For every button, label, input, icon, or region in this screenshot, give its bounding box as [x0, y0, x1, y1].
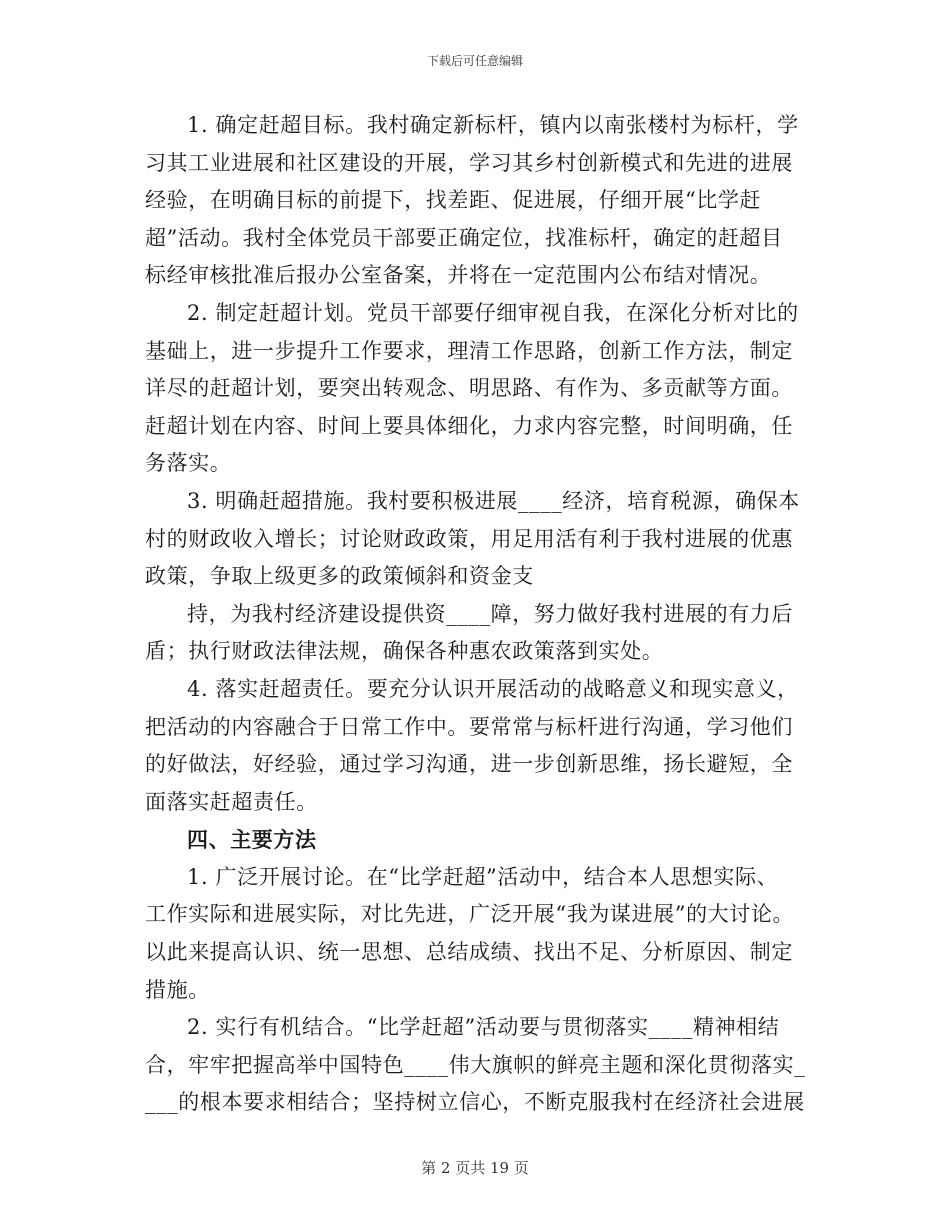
- paragraph-line: 务落实。: [145, 451, 232, 476]
- paragraph-line: 政策，争取上级更多的政策倾斜和资金支: [145, 564, 534, 589]
- paragraph-line: 基础上，进一步提升工作要求，理清工作思路，创新工作方法，制定: [145, 338, 793, 363]
- paragraph-line: 标经审核批准后报办公室备案，并将在一定范围内公布结对情况。: [145, 263, 772, 288]
- paragraph-line: 2. 实行有机结合。“比学赶超”活动要与贯彻落实____精神相结: [187, 1015, 780, 1040]
- paragraph-line: ___的根本要求相结合；坚持树立信心，不断克服我村在经济社会进展: [145, 1090, 805, 1115]
- paragraph-line: 2. 制定赶超计划。党员干部要仔细审视自我，在深化分析对比的: [187, 300, 799, 325]
- paragraph-line: 习其工业进展和社区建设的开展，学习其乡村创新模式和先进的进展: [145, 150, 793, 175]
- paragraph-line: 盾；执行财政法律法规，确保各种惠农政策落到实处。: [145, 639, 664, 664]
- paragraph-line: 详尽的赶超计划，要突出转观念、明思路、有作为、多贡献等方面。: [145, 376, 793, 401]
- paragraph-line: 的好做法，好经验，通过学习沟通，进一步创新思维，扬长避短，全: [145, 752, 793, 777]
- paragraph-line: 把活动的内容融合于日常工作中。要常常与标杆进行沟通，学习他们: [145, 714, 793, 739]
- page-footer: 第 2 页共 19 页: [421, 1159, 529, 1177]
- paragraph-line: 经验，在明确目标的前提下，找差距、促进展，仔细开展“比学赶: [145, 188, 762, 213]
- paragraph-line: 赶超计划在内容、时间上要具体细化，力求内容完整，时间明确，任: [145, 413, 793, 438]
- paragraph-line: 3. 明确赶超措施。我村要积极进展____经济，培育税源，确保本: [187, 488, 800, 513]
- paragraph-line: 合，牢牢把握高举中国特色____伟大旗帜的鲜亮主题和深化贯彻落实_: [145, 1052, 806, 1077]
- paragraph-line: 1. 确定赶超目标。我村确定新标杆，镇内以南张楼村为标杆，学: [187, 113, 799, 137]
- paragraph-line: 超”活动。我村全体党员干部要正确定位，找准标杆，确定的赶超目: [145, 225, 783, 250]
- document-body: [145, 107, 805, 1122]
- paragraph-line: 4. 落实赶超责任。要充分认识开展活动的战略意义和现实意义，: [187, 676, 799, 701]
- paragraph-line: 措施。: [145, 977, 210, 1002]
- paragraph-line: 1. 广泛开展讨论。在“比学赶超”活动中，结合本人思想实际、: [187, 864, 779, 889]
- paragraph-line: 持，为我村经济建设提供资____障，努力做好我村进展的有力后: [187, 601, 793, 626]
- paragraph-line: 村的财政收入增长；讨论财政政策，用足用活有利于我村进展的优惠: [145, 526, 793, 551]
- paragraph-line: 面落实赶超责任。: [145, 789, 318, 814]
- paragraph-line: 以此来提高认识、统一思想、总结成绩、找出不足、分析原因、制定: [145, 940, 793, 965]
- paragraph-line: 工作实际和进展实际，对比先进，广泛开展“我为谋进展”的大讨论。: [145, 902, 795, 927]
- section-heading: 四、主要方法: [187, 827, 317, 853]
- page-header: 下载后可任意编辑: [426, 54, 523, 68]
